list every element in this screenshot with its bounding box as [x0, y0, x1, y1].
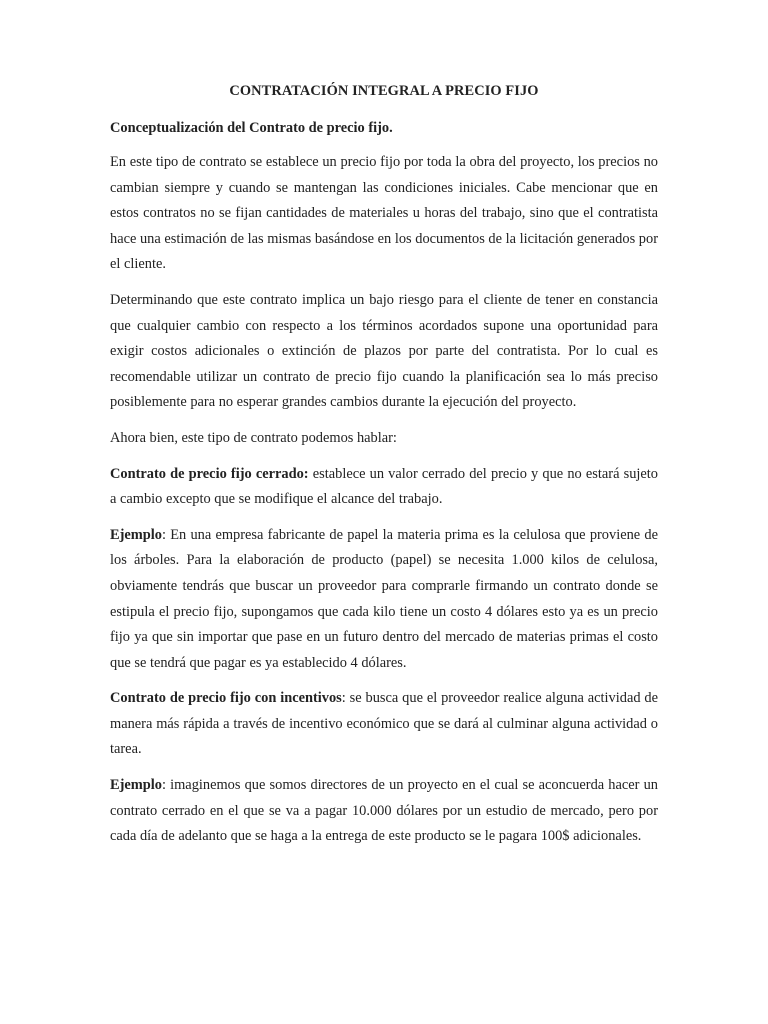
- term-fixed-closed: Contrato de precio fijo cerrado:: [110, 465, 309, 482]
- paragraph-example-2: [110, 773, 658, 850]
- example-text-1: : En una empresa fabricante de papel la materia prima es la celulosa que proviene de los árboles. Para la elaboración de producto (papel) se necesita 1.000 kilos de celulosa, obviamente tendrás que buscar un proveedor para comprarle firmando un contrato donde se estipula el precio fijo, supongamos que cada kilo tiene un costo 4 dólares esto ya es un precio fijo ya que sin importar que pase en un futuro dentro del mercado de materias primas el costo que se tendrá que pagar es ya establecido 4 dólares.: [110, 526, 658, 671]
- definition-fixed-closed: establece un valor cerrado del precio y que no estará sujeto a cambio excepto que se modifique el alcance del trabajo.: [110, 465, 658, 508]
- term-fixed-incentives: Contrato de precio fijo con incentivos: [110, 690, 342, 707]
- paragraph-example-1: [110, 523, 658, 677]
- paragraph-risk: Determinando que este contrato implica un bajo riesgo para el cliente de tener en constancia que cualquier cambio con respecto a los términos acordados supone una oportunidad para exigir costos adicionales o extinción de plazos por parte del contratista. Por lo cual es recomendable utilizar un contrato de precio fijo cuando la planificación sea lo más preciso posiblemente para no esperar grandes cambios durante la ejecución del proyecto.: [110, 291, 658, 411]
- paragraph-fixed-closed: [110, 462, 658, 513]
- definition-fixed-incentives: : se busca que el proveedor realice alguna actividad de manera más rápida a través de incentivo económico que se dará al culminar alguna actividad o tarea.: [110, 690, 658, 758]
- section-heading: Conceptualización del Contrato de precio fijo.: [110, 120, 393, 136]
- example-text-2: : imaginemos que somos directores de un proyecto en el cual se aconcuerda hacer un contrato cerrado en el que se va a pagar 10.000 dólares por un estudio de mercado, pero por cada día de adelanto que se haga a la entrega de este producto se le pagara 100$ adicionales.: [110, 777, 658, 845]
- paragraph-definition: En este tipo de contrato se establece un precio fijo por toda la obra del proyecto, los precios no cambian siempre y cuando se mantengan las condiciones iniciales. Cabe mencionar que en estos contratos no se fijan cantidades de materiales u horas del trabajo, sino que el contratista hace una estimación de las mismas basándose en los documentos de la licitación generados por el cliente.: [110, 154, 658, 273]
- document-title: CONTRATACIÓN INTEGRAL A PRECIO FIJO: [229, 83, 539, 99]
- paragraph-intro-types: Ahora bien, este tipo de contrato podemos hablar:: [110, 429, 397, 446]
- example-label-2: Ejemplo: [110, 777, 162, 794]
- paragraph-fixed-incentives: [110, 686, 658, 763]
- example-label-1: Ejemplo: [110, 526, 162, 543]
